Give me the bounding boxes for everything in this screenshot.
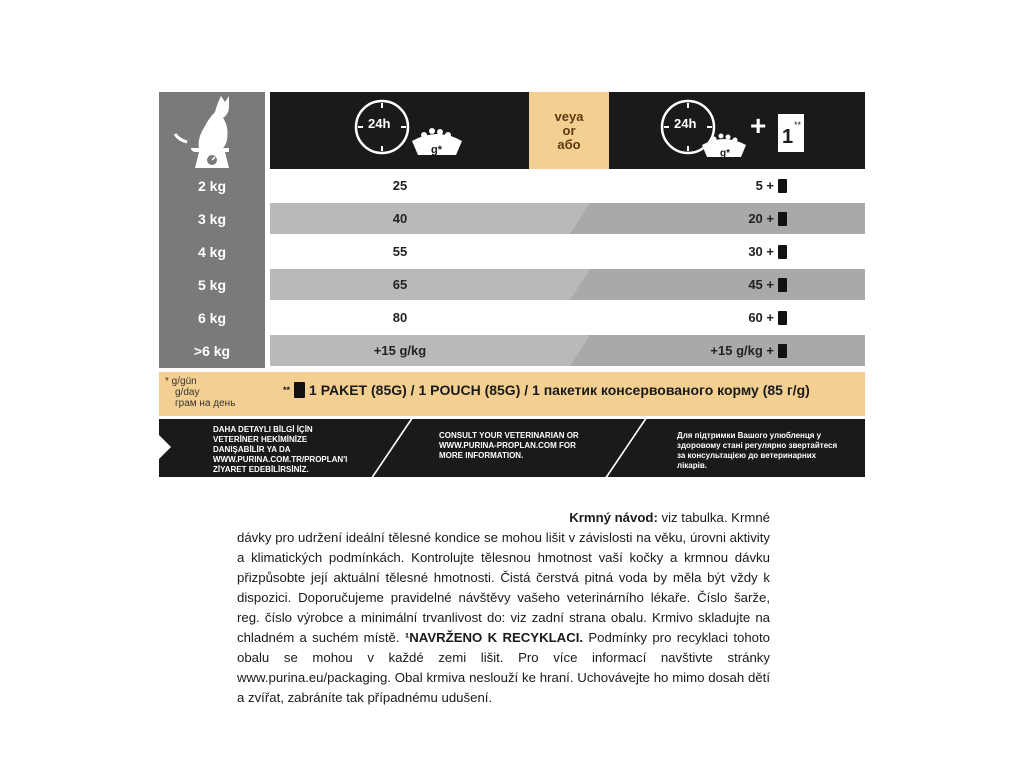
divider xyxy=(605,419,646,477)
mixed-amount: 30 + xyxy=(748,236,787,267)
left-unit-label: g* xyxy=(431,144,442,156)
pouch-icon xyxy=(294,382,305,398)
weight-label: 3 kg xyxy=(197,210,226,227)
unit-legend: * g/gün g/day грам на день xyxy=(165,376,236,409)
info-text-tr: DAHA DETAYLI BİLGİ İÇİN VETERİNER HEKİMİNİZE DANIŞABİLİR YA DA WWW.PURINA.COM.TR/PROPLAN'I ZİYARET EDEBİLİRSİNİZ. xyxy=(213,425,348,474)
mixed-amount: 5 + xyxy=(756,170,787,201)
weight-label: 5 kg xyxy=(197,276,226,293)
dry-amount: 65 xyxy=(392,277,408,292)
dry-amount: 80 xyxy=(392,310,408,325)
czech-body-2: Podmínky pro recyklaci tohoto obalu se mohou v každé zemi lišit. Pro více informací navštivte stránky www.purina.eu/packaging. Obal krmiva neslouží ke hraní. Uchovávejte ho mimo dosah dětí a zvířat, zabráníte tak případnému udušení. xyxy=(237,630,770,705)
right-time-label: 24h xyxy=(674,116,697,131)
czech-body-1: dávky pro udržení ideální tělesné kondice se mohou lišit v závislosti na věku, úrovni aktivity a klimatických podmínkách. Kontrolujte tělesnou hmotnost vaší kočky a krmnou dávku přizpůsobte její aktuální tělesné hmotnosti. Čistá čerstvá pitná voda by měla být vždy k dispozici. Doporučujeme pravidelné návštěvy vašeho veterinárního lékaře. Číslo šarže, reg. číslo výrobce a minimální trvanlivost do: viz zadní strana obalu. Krmivo skladujte na chladném a suchém místě. xyxy=(237,530,770,645)
or-word-uk: або xyxy=(557,136,581,152)
pouch-icon xyxy=(778,311,787,325)
info-text-uk: Для підтримки Вашого улюбленця у здоровому стані регулярно звертайтеся за консультацією до ветеринарних лікарів. xyxy=(677,431,838,470)
table-header xyxy=(270,92,865,169)
play-arrow-icon xyxy=(159,435,171,459)
vet-info-band xyxy=(159,419,865,477)
mixed-amount: 45 + xyxy=(748,269,787,300)
pouch-icon xyxy=(778,212,787,226)
mixed-amount: +15 g/kg + xyxy=(710,335,787,366)
pouch-icon xyxy=(778,344,787,358)
pouch-icon xyxy=(778,179,787,193)
dry-amount: 40 xyxy=(392,211,408,226)
left-time-label: 24h xyxy=(368,116,391,131)
dry-amount: 55 xyxy=(392,244,408,259)
czech-feeding-text xyxy=(237,508,770,708)
mixed-amount: 20 + xyxy=(748,203,787,234)
or-word-tr: veya xyxy=(554,108,584,124)
weight-label: 6 kg xyxy=(197,309,226,326)
right-unit-label: g* xyxy=(720,148,730,159)
pouch-icon xyxy=(778,278,787,292)
dry-food-24h-icon xyxy=(352,97,472,167)
czech-lead-line: Krmný návod: viz tabulka. Krmné xyxy=(569,510,770,525)
table-row xyxy=(270,335,865,366)
pouch-note: ** 1 PAKET (85G) / 1 POUCH (85G) / 1 пакетик консервованого корму (85 г/g) xyxy=(283,382,810,398)
weight-label: >6 kg xyxy=(193,342,231,359)
table-row xyxy=(270,170,865,201)
pouch-note-bar xyxy=(159,372,865,416)
cat-on-scale-icon xyxy=(159,92,265,169)
dry-amount: 25 xyxy=(392,178,408,193)
pouch-icon xyxy=(778,245,787,259)
plus-sign: + xyxy=(750,110,767,141)
table-row xyxy=(270,302,865,333)
table-row xyxy=(270,236,865,267)
feeding-table xyxy=(159,92,865,368)
pouch-header-icon: 1 ** xyxy=(778,114,804,152)
dry-amount: +15 g/kg xyxy=(373,343,427,358)
or-word-en: or xyxy=(562,122,576,138)
table-row xyxy=(270,269,865,300)
weight-label: 2 kg xyxy=(197,177,226,194)
mixed-amount: 60 + xyxy=(748,302,787,333)
weight-label: 4 kg xyxy=(197,243,226,260)
info-text-en: CONSULT YOUR VETERINARIAN OR WWW.PURINA-PROPLAN.COM FOR MORE INFORMATION. xyxy=(439,431,579,460)
divider xyxy=(371,419,412,477)
table-row xyxy=(270,203,865,234)
recycle-label: ¹NAVRŽENO K RECYKLACI. xyxy=(404,630,584,645)
or-box xyxy=(529,92,609,169)
